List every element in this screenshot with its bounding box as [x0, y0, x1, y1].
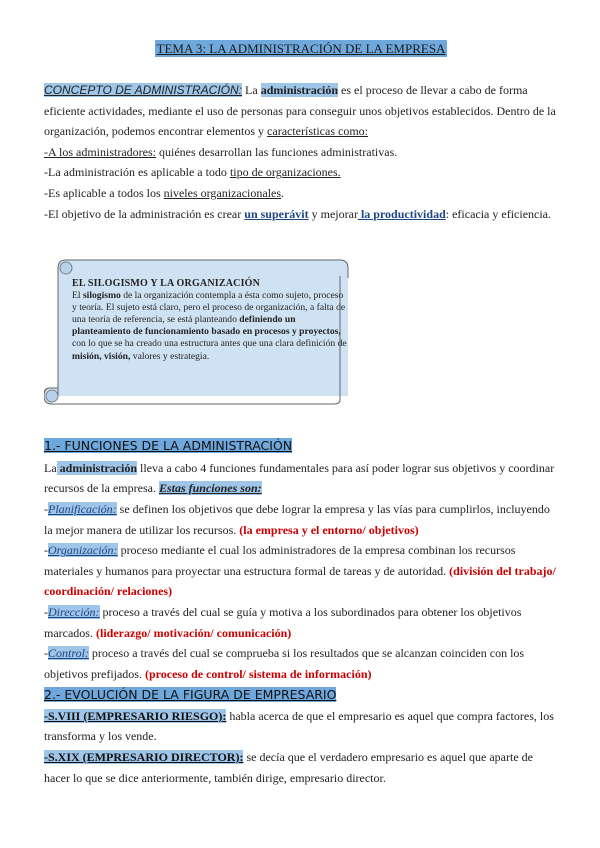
- concept-text: es el proceso de llevar a cabo de forma eficiente actividades, mediante el uso de personas para conseguir unos objetivos establecidos. Dentro de la organización, podemos encontrar elementos y: [44, 83, 556, 139]
- funciones-heading-row: [44, 436, 558, 457]
- superavit-term: un superávit: [244, 206, 309, 221]
- funcion-tags: (proceso de control/ sistema de información): [144, 666, 372, 681]
- document-page: [44, 40, 558, 788]
- funcion-item: -Planificación: se definen los objetivos que debe lograr la empresa y las vías para cumplirlos, incluyendo la mejor manera de utilizar los recursos. (la empresa y el entorno/ objetivos): [44, 501, 550, 537]
- funcion-label: Control:: [48, 646, 89, 661]
- scroll-body-text: El: [72, 290, 83, 302]
- aplicable-text: .: [281, 185, 285, 200]
- funcion-text: proceso a través del cual se comprueba si los resultados que se alcanzan coinciden con los objetivos prefijados.: [44, 646, 525, 681]
- funcion-text: proceso mediante el cual los administradores de la empresa combinan los recursos materiales y humanos para proyectar una estructura formal de tareas y de autoridad.: [44, 543, 516, 578]
- productividad-term: la productividad: [357, 206, 446, 221]
- estas-funciones: Estas funciones son:: [158, 481, 262, 496]
- evolucion-item: [44, 747, 558, 788]
- evolucion-text: se decía que el verdadero empresario es aquel que aparte de hacer lo que se dice anteriormente, también dirige, empresario director.: [44, 750, 533, 785]
- admins-label: -A los administradores:: [44, 144, 156, 159]
- scroll-body-text: de la organización contempla a ésta como sujeto, proceso y teoría. El sujeto está claro, pero el proceso de organización, a falta de una teoría de referencia, se está planteando: [72, 290, 346, 326]
- concept-list-item: [44, 162, 558, 183]
- scroll-title: EL SILOGISMO Y LA ORGANIZACIÓN: [72, 278, 261, 289]
- silogismo-term: silogismo: [82, 290, 121, 302]
- evolucion-heading: 2.- EVOLUCIÓN DE LA FIGURA DE EMPRESARIO: [44, 687, 337, 703]
- funcion-label: Dirección:: [48, 604, 100, 619]
- evolucion-label: -S.VIII (EMPRESARIO RIESGO):: [44, 708, 227, 723]
- page-title: TEMA 3: LA ADMINISTRACIÓN DE LA EMPRESA: [156, 41, 446, 56]
- evolucion-heading-row: [44, 685, 558, 706]
- funcion-tags: (la empresa y el entorno/ objetivos): [239, 522, 419, 537]
- funcion-tags: (liderazgo/ motivación/ comunicación): [95, 625, 292, 640]
- concept-text: La: [242, 83, 261, 97]
- concept-heading: CONCEPTO DE ADMINISTRACIÓN:: [44, 83, 243, 97]
- silogismo-scroll: [44, 254, 352, 404]
- concept-term: administración: [260, 83, 339, 97]
- concept-paragraph: [44, 80, 558, 142]
- scroll-body: [72, 290, 350, 363]
- scroll-text: [72, 278, 350, 363]
- funcion-tags: (división del trabajo/ coordinación/ relaciones): [44, 563, 556, 599]
- funciones-text: La: [44, 460, 57, 475]
- funciones-term: administración: [56, 460, 137, 475]
- funcion-label: Planificación:: [48, 501, 117, 516]
- funciones-intro: [44, 458, 558, 499]
- funcion-item: -Control: proceso a través del cual se comprueba si los resultados que se alcanzan coinciden con los objetivos prefijados. (proceso de control/ sistema de información): [44, 646, 525, 681]
- funcion-text: proceso a través del cual se guía y motiva a los subordinados para obtener los objetivos marcados.: [44, 604, 522, 640]
- objetivo-text: y mejorar: [308, 206, 358, 221]
- mision-term: misión, visión,: [72, 350, 131, 362]
- evolucion-item: [44, 706, 558, 747]
- aplicable-text: -Es aplicable a todos los: [44, 185, 164, 200]
- funcion-text: se definen los objetivos que debe lograr la empresa y las vías para cumplirlos, incluyendo la mejor manera de utilizar los recursos.: [44, 501, 550, 537]
- concept-list-item: [44, 142, 558, 163]
- funcion-item: -Dirección: proceso a través del cual se guía y motiva a los subordinados para obtener los objetivos marcados. (liderazgo/ motivación/ comunicación): [44, 604, 522, 640]
- objetivo-text: -El objetivo de la administración es crear: [44, 206, 245, 221]
- title-row: [44, 40, 558, 58]
- concept-list-item: [44, 183, 558, 204]
- evolucion-text: habla acerca de que el empresario es aquel que compra factores, los transforma y los vende.: [44, 708, 554, 744]
- caracteristicas-link: características como:: [267, 124, 368, 139]
- scroll-body-text: con lo que se ha creado una estructura antes que una clara definición de: [72, 338, 347, 350]
- funcion-label: Organización:: [48, 543, 118, 558]
- funcion-item: -Organización: proceso mediante el cual los administradores de la empresa combinan los recursos materiales y humanos para proyectar una estructura formal de tareas y de autoridad. (división del trabajo/ coordinación/ relaciones): [44, 543, 556, 599]
- objetivo-text: : eficacia y eficiencia.: [445, 206, 552, 221]
- evolucion-label: -S.XIX (EMPRESARIO DIRECTOR):: [44, 750, 244, 765]
- niveles-organizacionales: niveles organizacionales: [163, 185, 282, 200]
- definiendo-term: definiendo un planteamiento de funcionamiento basado en procesos y proyectos,: [72, 314, 341, 338]
- scroll-body-text: valores y estrategia.: [130, 350, 210, 362]
- admins-text: quiénes desarrollan las funciones administrativas.: [155, 144, 398, 159]
- funciones-text: lleva a cabo 4 funciones fundamentales para así poder lograr sus objetivos y coordinar recursos de la empresa.: [44, 460, 555, 496]
- concept-list-item: [44, 204, 558, 225]
- aplicable-text: -La administración es aplicable a todo: [44, 165, 230, 180]
- tipo-organizaciones: tipo de organizaciones.: [229, 165, 341, 180]
- funciones-heading: 1.- FUNCIONES DE LA ADMINISTRACIÓN: [44, 438, 293, 454]
